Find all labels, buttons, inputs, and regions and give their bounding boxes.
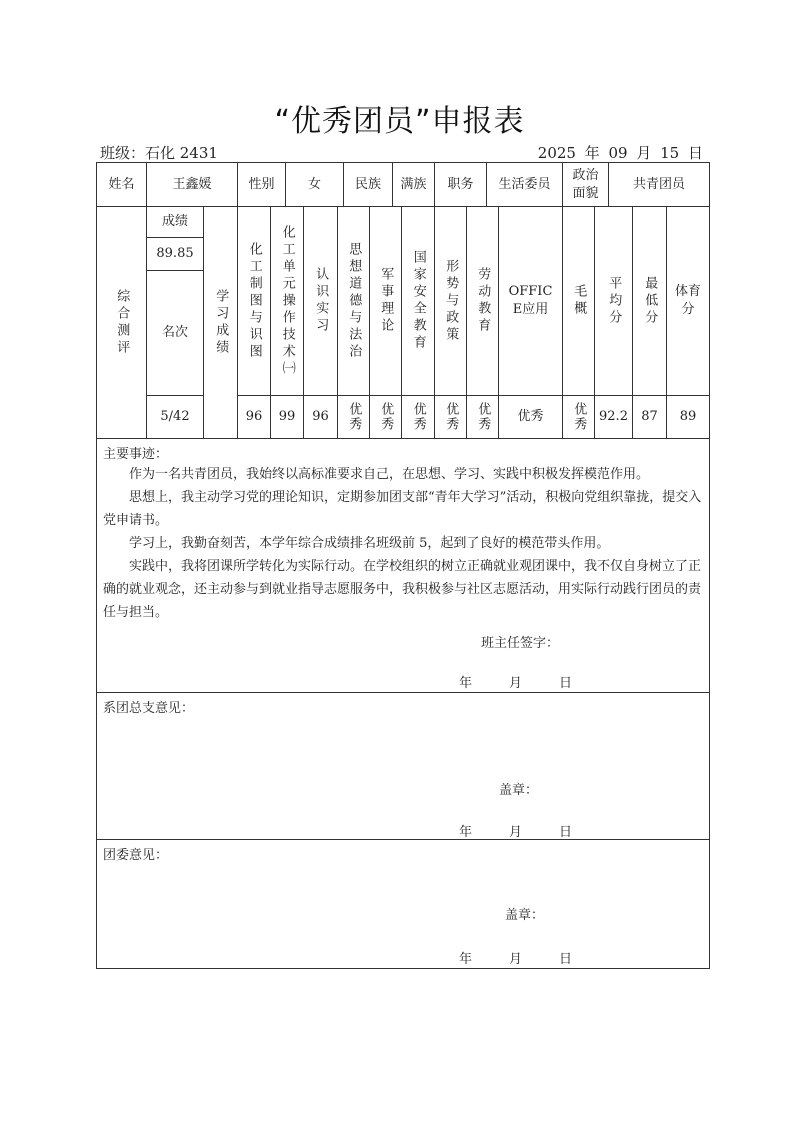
course-header [632, 206, 667, 396]
course-header [434, 206, 467, 396]
course-grade [303, 395, 338, 439]
date-day: 日 [559, 676, 573, 691]
course-grade [632, 395, 667, 439]
course-name: 思想道德与法治 [346, 241, 362, 361]
course-name: 最低分 [642, 275, 658, 327]
course-grade [562, 395, 595, 439]
course-header [303, 206, 338, 396]
deeds-section [96, 438, 710, 693]
course-grade [369, 395, 402, 439]
course-grade [594, 395, 633, 439]
course-name: 化工制图与识图 [246, 241, 262, 361]
study-label: 学习成绩 [213, 288, 229, 357]
course-header [666, 206, 710, 396]
course-grade-value: 89 [679, 409, 697, 425]
course-grade-value: 优秀 [410, 402, 426, 432]
course-name: 国家安全教育 [410, 250, 426, 352]
score-label: 成绩 [146, 206, 204, 238]
deeds-paragraph: 学习上，我勤奋刻苦，本学年综合成绩排名班级前 5，起到了良好的模范带头作用。 [129, 536, 610, 551]
position-label: 职务 [434, 162, 487, 207]
course-grade [337, 395, 370, 439]
date-year: 年 [459, 952, 473, 967]
committee-stamp-label: 盖章： [505, 908, 545, 923]
date-day: 日 [559, 825, 573, 840]
course-header [401, 206, 435, 396]
name-label: 姓名 [96, 162, 147, 207]
course-grade-value: 优秀 [517, 409, 544, 425]
date-month: 月 [509, 825, 523, 840]
gender-label: 性别 [237, 162, 286, 207]
committee-opinion-section [96, 839, 710, 969]
evaluation-label: 综合测评 [114, 288, 130, 357]
course-name: OFFICE应用 [508, 284, 553, 317]
course-grade [466, 395, 499, 439]
course-grade-value: 92.2 [599, 409, 628, 425]
course-name: 平均分 [606, 275, 622, 327]
page-title: “优秀团员”申报表 [274, 104, 525, 139]
political-value: 共青团员 [608, 162, 710, 207]
course-header [498, 206, 563, 396]
course-grade-value: 优秀 [571, 402, 587, 432]
score-value: 89.85 [146, 237, 204, 271]
course-header [337, 206, 370, 396]
course-grade-value: 96 [312, 409, 329, 425]
course-name: 形势与政策 [443, 258, 459, 344]
course-header [562, 206, 595, 396]
course-header [466, 206, 499, 396]
date-day: 日 [559, 952, 573, 967]
rank-label: 名次 [146, 270, 204, 396]
course-name: 认识实习 [313, 267, 329, 335]
date-header: 2025 年 09 月 15 日 [537, 144, 703, 162]
course-name: 劳动教育 [475, 267, 491, 335]
course-grade [237, 395, 271, 439]
gender-value: 女 [285, 162, 344, 207]
course-name: 体育分 [674, 284, 701, 317]
deeds-label: 主要事迹： [103, 447, 169, 462]
course-header [237, 206, 271, 396]
course-grade-value: 优秀 [346, 402, 362, 432]
course-grade [666, 395, 710, 439]
position-value: 生活委员 [486, 162, 563, 207]
course-grade-value: 优秀 [443, 402, 459, 432]
committee-opinion-label: 团委意见： [103, 848, 169, 863]
course-grade-value: 优秀 [378, 402, 394, 432]
course-name: 军事理论 [378, 267, 394, 335]
course-header [270, 206, 304, 396]
deeds-paragraph: 实践中，我将团课所学转化为实际行动。在学校组织的树立正确就业观团课中，我不仅自身树立了正确的就业观念，还主动参与到就业指导志愿服务中，我积极参与社区志愿活动，用实际行动践行团员的责任与担当。 [103, 559, 702, 620]
branch-opinion-label: 系团总支意见： [103, 701, 195, 716]
date-year: 年 [459, 676, 473, 691]
ethnicity-value: 满族 [392, 162, 435, 207]
course-grade-value: 优秀 [475, 402, 491, 432]
ethnicity-label: 民族 [343, 162, 393, 207]
date-month: 月 [509, 952, 523, 967]
date-year: 年 [459, 825, 473, 840]
course-grade [270, 395, 304, 439]
course-header [594, 206, 633, 396]
course-grade [401, 395, 435, 439]
deeds-paragraph: 思想上，我主动学习党的理论知识，定期参加团支部“青年大学习”活动，积极向党组织靠拢，提交入党申请书。 [103, 490, 702, 528]
course-grade-value: 87 [641, 409, 658, 425]
course-name: 毛概 [571, 284, 587, 318]
course-grade-value: 96 [245, 409, 263, 425]
deeds-date [459, 672, 609, 691]
branch-stamp-label: 盖章： [499, 783, 539, 798]
course-grade [498, 395, 563, 439]
course-name: 化工单元操作技术㈠ [279, 224, 295, 378]
date-month: 月 [509, 676, 523, 691]
course-grade-value: 99 [278, 409, 296, 425]
rank-value: 5/42 [146, 395, 204, 439]
course-header [369, 206, 402, 396]
branch-opinion-section [96, 692, 710, 840]
name-value: 王鑫媛 [146, 162, 238, 207]
political-label: 政治面貌 [562, 162, 609, 207]
course-grade [434, 395, 467, 439]
committee-date [459, 948, 609, 967]
teacher-signature-label: 班主任签字： [481, 636, 560, 651]
class-label: 班级：石化 2431 [100, 144, 218, 162]
branch-date [459, 821, 609, 840]
deeds-paragraph: 作为一名共青团员，我始终以高标准要求自己，在思想、学习、实践中积极发挥模范作用。 [129, 467, 650, 482]
